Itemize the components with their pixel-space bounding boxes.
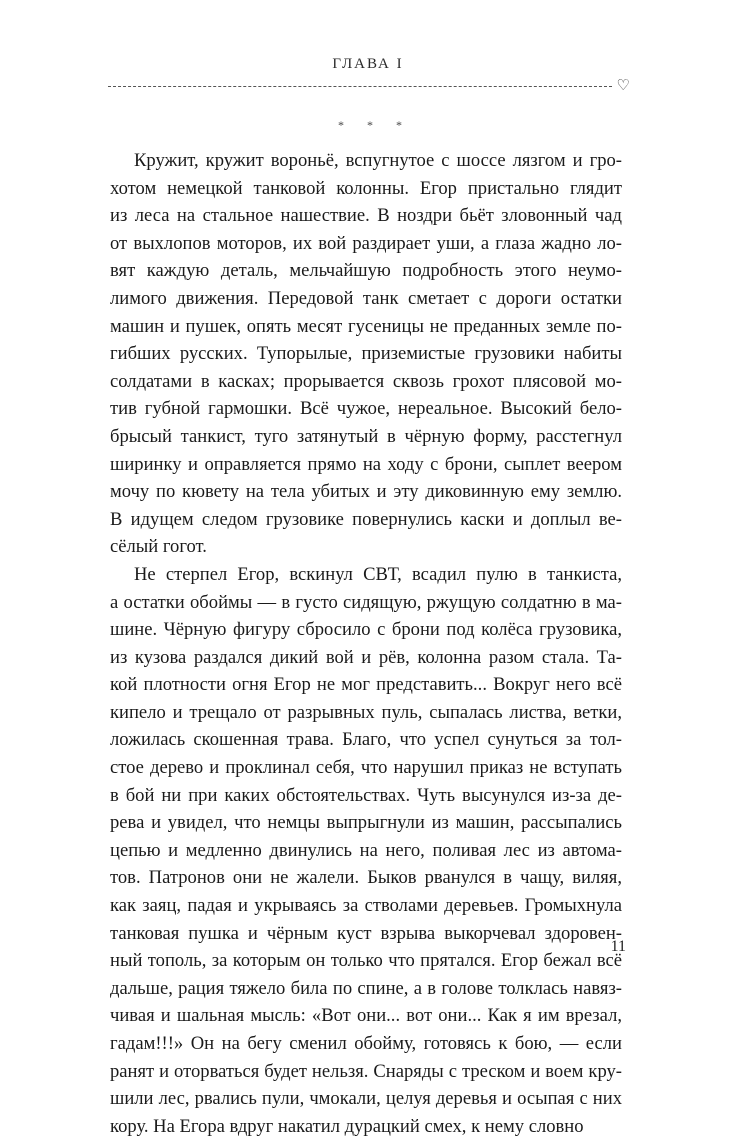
text-line: гибших русских. Тупорылые, приземистые грузовики набиты <box>110 343 622 365</box>
text-line: хотом немецкой танковой колонны. Егор пристально глядит <box>110 177 622 199</box>
text-line: рева и увидел, что немцы выпрыгнули из машин, рассыпались <box>110 812 622 834</box>
text-line: танковая пушка и чёрным куст взрыва выкорчевал здоровен- <box>110 922 622 944</box>
text-line: кой плотности огня Егор не мог представить... Вокруг него всё <box>110 674 622 696</box>
text-line: чивая и шальная мысль: «Вот они... вот они... Как я им врезал, <box>110 1005 622 1027</box>
text-line: ный тополь, за которым он только что прятался. Егор бежал всё <box>110 950 622 972</box>
text-line: тов. Патронов они не жалели. Быков рванулся в чащу, виляя, <box>110 867 622 889</box>
heart-ornament-icon: ♡ <box>616 78 630 94</box>
text-line: в бой ни при каких обстоятельствах. Чуть высунулся из-за де- <box>110 784 622 806</box>
text-line: из леса на стальное нашествие. В ноздри бьёт зловонный чад <box>110 205 622 227</box>
text-line: лимого движения. Передовой танк сметает с дороги остатки <box>110 287 622 309</box>
paragraph <box>110 147 622 561</box>
text-line: из кузова раздался дикий вой и рёв, колонна разом стала. Та- <box>110 646 622 668</box>
text-line: а остатки обоймы — в густо сидящую, ржущую солдатню в ма- <box>110 591 622 613</box>
text-line: тив губной гармошки. Всё чужое, нереальное. Высокий бело- <box>110 398 622 420</box>
text-line: дальше, рация тяжело била по спине, а в голове толклась навяз- <box>110 977 622 999</box>
text-line: стое дерево и проклинал себя, что нарушил приказ не вступать <box>110 757 622 779</box>
text-line: машин и пушек, опять месят гусеницы не преданных земле по- <box>110 315 622 337</box>
text-line: гадам!!!» Он на бегу сменил обойму, готовясь к бою, — если <box>110 1033 622 1054</box>
text-line: ширинку и оправляется прямо на ходу с брони, сыплет веером <box>110 453 622 475</box>
text-line: ранят и оторваться будет нельзя. Снаряды с треском и воем кру- <box>110 1060 622 1082</box>
text-line: вят каждую деталь, мельчайшую подробность этого неумо- <box>110 260 622 282</box>
running-header <box>108 56 628 96</box>
text-line: шили лес, рвались пули, чмокали, целуя деревья и осыпая с них <box>110 1088 622 1110</box>
text-line: солдатами в касках; прорывается сквозь грохот плясовой мо- <box>110 370 622 392</box>
text-line: Кружит, кружит вороньё, вспугнутое с шоссе лязгом и гро- <box>134 150 622 171</box>
text-line: кору. На Егора вдруг накатил дурацкий смех, к нему словно <box>110 1115 584 1137</box>
chapter-title: ГЛАВА I <box>332 56 404 72</box>
page-number: 11 <box>610 938 626 955</box>
text-line: В идущем следом грузовике повернулись каски и доплыл ве- <box>110 508 622 530</box>
text-line: Не стерпел Егор, вскинул СВТ, всадил пулю в танкиста, <box>134 563 622 585</box>
text-line: цепью и медленно двинулись на него, поливая лес из автома- <box>110 839 622 861</box>
paragraph <box>110 561 622 1140</box>
text-line: кипело и трещало от разрывных пуль, сыпалась листва, ветки, <box>110 701 622 723</box>
text-line: как заяц, падая и укрываясь за стволами деревьев. Громыхнула <box>110 895 622 917</box>
section-separator: * * * <box>338 118 412 132</box>
text-line: шине. Чёрную фигуру сбросило с брони под колёса грузовика, <box>110 619 622 641</box>
text-line: сёлый гогот. <box>110 536 207 558</box>
header-dashed-rule <box>108 86 612 87</box>
text-line: ложилась скошенная трава. Благо, что успел сунуться за тол- <box>110 729 622 751</box>
text-line: брысый танкист, туго затянутый в чёрную форму, расстегнул <box>110 425 622 447</box>
body-text <box>110 147 622 1140</box>
text-line: от выхлопов моторов, их вой раздирает уши, а глаза жадно ло- <box>110 232 622 254</box>
text-line: мочу по кювету на тела убитых и эту диковинную ему землю. <box>110 481 622 503</box>
